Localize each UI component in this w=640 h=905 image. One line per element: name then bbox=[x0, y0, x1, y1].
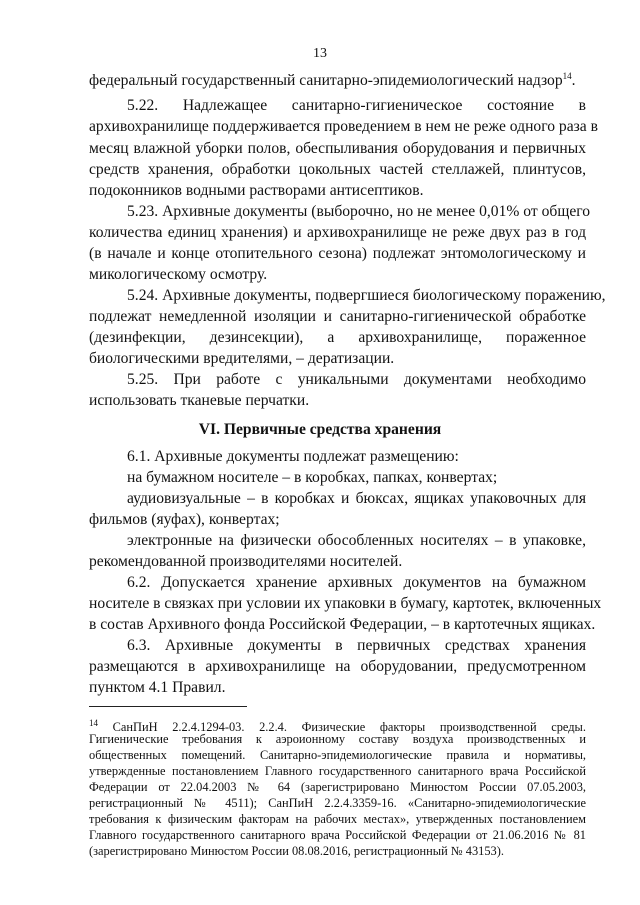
text-line: подоконников водными растворами антисептиков. bbox=[89, 182, 424, 199]
text-line: архивохранилище поддерживается проведением в нем не реже одного раза в bbox=[89, 118, 598, 135]
text-line: подлежат немедленной изоляции и санитарно-гигиенической обработке bbox=[89, 308, 586, 325]
text-line: биологическими вредителями, – дератизации. bbox=[89, 350, 395, 367]
continuation-line: федеральный государственный санитарно-эпидемиологический надзор$^{14}$. bbox=[89, 70, 576, 89]
text-line: рекомендованной производителями носителей. bbox=[89, 553, 403, 570]
footnote-line: (зарегистрировано Минюстом России 08.08.2016, регистрационный № 43153). bbox=[89, 844, 504, 858]
section-heading: VI. Первичные средства хранения bbox=[198, 421, 442, 438]
text-line: микологическому осмотру. bbox=[89, 266, 268, 283]
text-line: аудиовизуальные – в коробках и бюксах, ящиках упаковочных для bbox=[127, 490, 586, 507]
footnote-line: требования к физическим факторам на рабочих местах», утвержденных постановлением bbox=[89, 812, 586, 826]
text-line: в состав Архивного фонда Российской Федерации, – в картотечных ящиках. bbox=[89, 616, 596, 633]
text-line: носителе в связках при условии их упаковки в бумагу, картотек, включенных bbox=[89, 595, 602, 612]
footnote-line: Федерации от 22.04.2003 № 64 (зарегистрировано Минюстом России 07.05.2003, bbox=[89, 780, 586, 794]
text-line: фильмов (яуфах), конвертах; bbox=[89, 511, 280, 528]
footnote-separator bbox=[89, 706, 247, 707]
footnote-line: Главного государственного санитарного врача Российской Федерации от 21.06.2016 № 81 bbox=[89, 828, 586, 842]
text-line: 5.25. При работе с уникальными документами необходимо bbox=[127, 371, 586, 388]
continuation-text: федеральный государственный санитарно-эпидемиологический надзор bbox=[89, 72, 563, 89]
text-line: пунктом 4.1 Правил. bbox=[89, 679, 226, 696]
text-line: размещаются в архивохранилище на оборудовании, предусмотренном bbox=[89, 658, 586, 675]
footnote-line: утвержденные постановлением Главного государственного санитарного врача Российской bbox=[89, 764, 586, 778]
text-line: 6.1. Архивные документы подлежат размещению: bbox=[127, 448, 459, 465]
text-line: (в начале и конце отопительного сезона) подлежат энтомологическому и bbox=[89, 245, 586, 262]
text-line: использовать тканевые перчатки. bbox=[89, 392, 310, 409]
footnote-line: регистрационный № 4511); СанПиН 2.2.4.3359-16. «Санитарно-эпидемиологические bbox=[89, 796, 586, 810]
text-line: 5.22. Надлежащее санитарно-гигиеническое состояние в bbox=[127, 97, 586, 114]
footnote-text: СанПиН 2.2.4.1294-03. 2.2.4. Физические факторы производственной среды. bbox=[112, 720, 586, 735]
text-line: 6.3. Архивные документы в первичных средствах хранения bbox=[127, 637, 586, 654]
page-number: 13 bbox=[313, 46, 327, 61]
footnote-line: Гигиенические требования к аэроионному составу воздуха производственных и bbox=[89, 732, 586, 746]
text-line: 6.2. Допускается хранение архивных документов на бумажном bbox=[127, 574, 586, 591]
text-line: месяц влажной уборки полов, обеспыливания оборудования и первичных bbox=[89, 140, 586, 157]
text-line: (дезинфекции, дезинсекции), а архивохранилище, пораженное bbox=[89, 329, 586, 346]
text-line: количества единиц хранения) и архивохранилище не реже двух раз в год bbox=[89, 224, 586, 241]
text-line: электронные на физически обособленных носителях – в упаковке, bbox=[127, 532, 586, 549]
text-line: 5.23. Архивные документы (выборочно, но не менее 0,01% от общего bbox=[127, 203, 591, 220]
text-line: средств хранения, обработки цокольных частей стеллажей, плинтусов, bbox=[89, 161, 586, 178]
footnote-line: общественных помещений. Санитарно-эпидемиологические правила и нормативы, bbox=[89, 748, 586, 762]
footnote-number: 14 bbox=[89, 718, 98, 728]
text-line: на бумажном носителе – в коробках, папках, конвертах; bbox=[127, 469, 498, 486]
footnote-ref: 14 bbox=[562, 70, 572, 81]
text-line: 5.24. Архивные документы, подвергшиеся биологическому поражению, bbox=[127, 287, 606, 304]
